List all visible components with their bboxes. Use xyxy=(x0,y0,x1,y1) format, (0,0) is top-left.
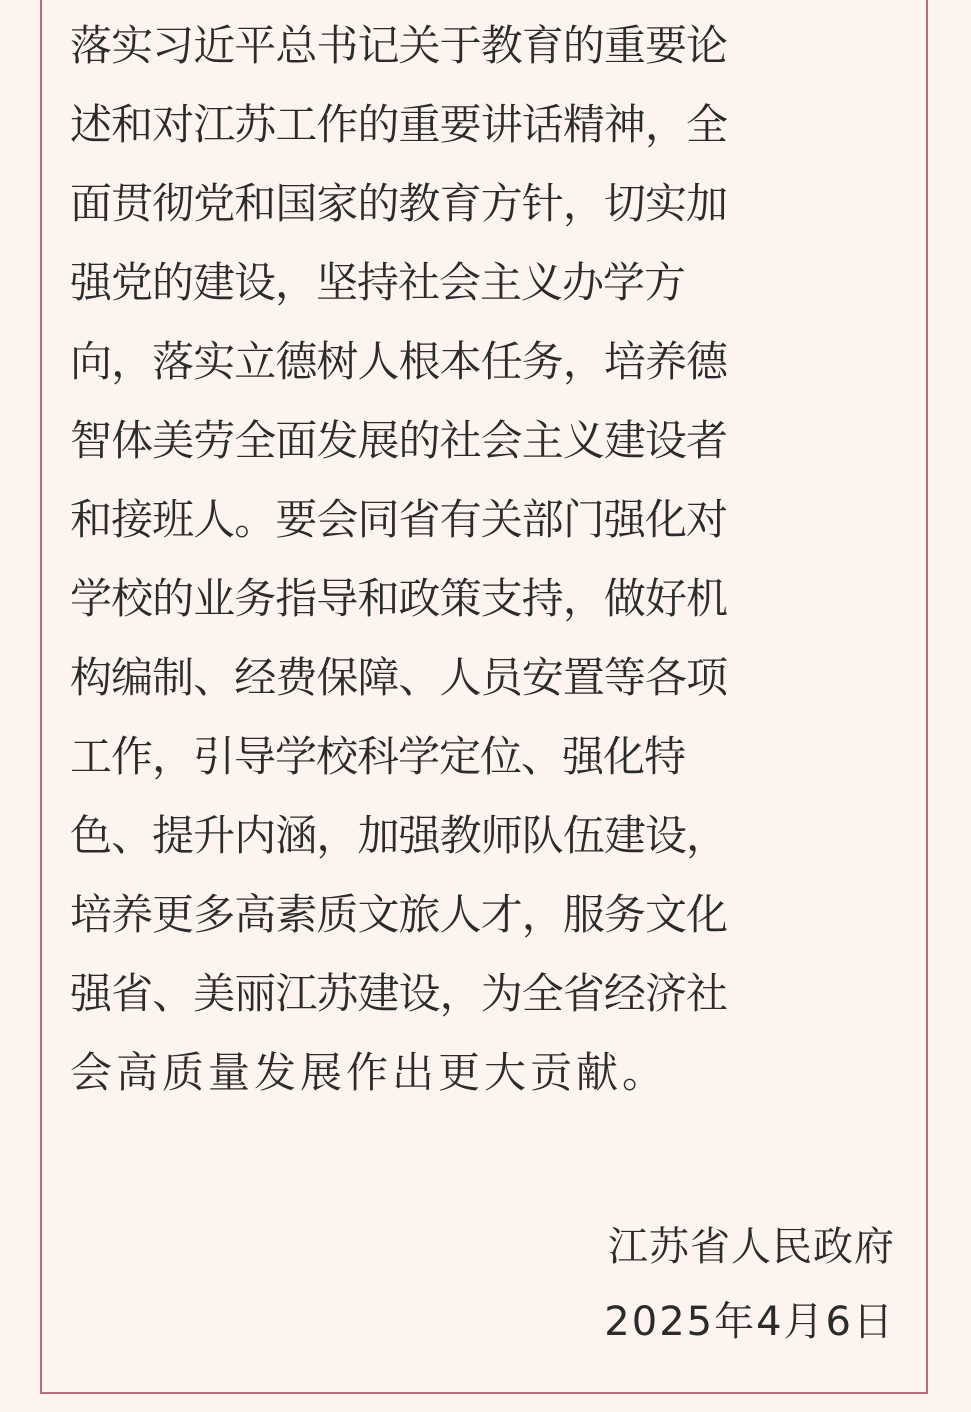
body-line: 述和对江苏工作的重要讲话精神，全 xyxy=(70,100,728,149)
document-body xyxy=(70,6,910,1112)
body-line: 和接班人。要会同省有关部门强化对 xyxy=(70,495,728,544)
body-line: 强党的建设，坚持社会主义办学方 xyxy=(70,258,686,307)
body-line: 向，落实立德树人根本任务，培养德 xyxy=(70,337,728,386)
body-line: 培养更多高素质文旅人才，服务文化 xyxy=(70,890,728,939)
body-line: 会高质量发展作出更大贡献。 xyxy=(70,1048,669,1097)
body-line: 落实习近平总书记关于教育的重要论 xyxy=(70,21,728,70)
body-line: 构编制、经费保障、人员安置等各项 xyxy=(70,653,728,702)
body-line: 工作，引导学校科学定位、强化特 xyxy=(70,732,686,781)
body-line: 学校的业务指导和政策支持，做好机 xyxy=(70,574,728,623)
body-line: 强省、美丽江苏建设，为全省经济社 xyxy=(70,969,728,1018)
signature-block xyxy=(604,1212,895,1362)
body-line: 智体美劳全面发展的社会主义建设者 xyxy=(70,416,728,465)
signature-organization: 江苏省人民政府 xyxy=(608,1224,895,1270)
body-line: 面贯彻党和国家的教育方针，切实加 xyxy=(70,179,728,228)
signature-date: 2025年4月6日 xyxy=(604,1299,895,1345)
body-line: 色、提升内涵，加强教师队伍建设， xyxy=(70,811,728,860)
